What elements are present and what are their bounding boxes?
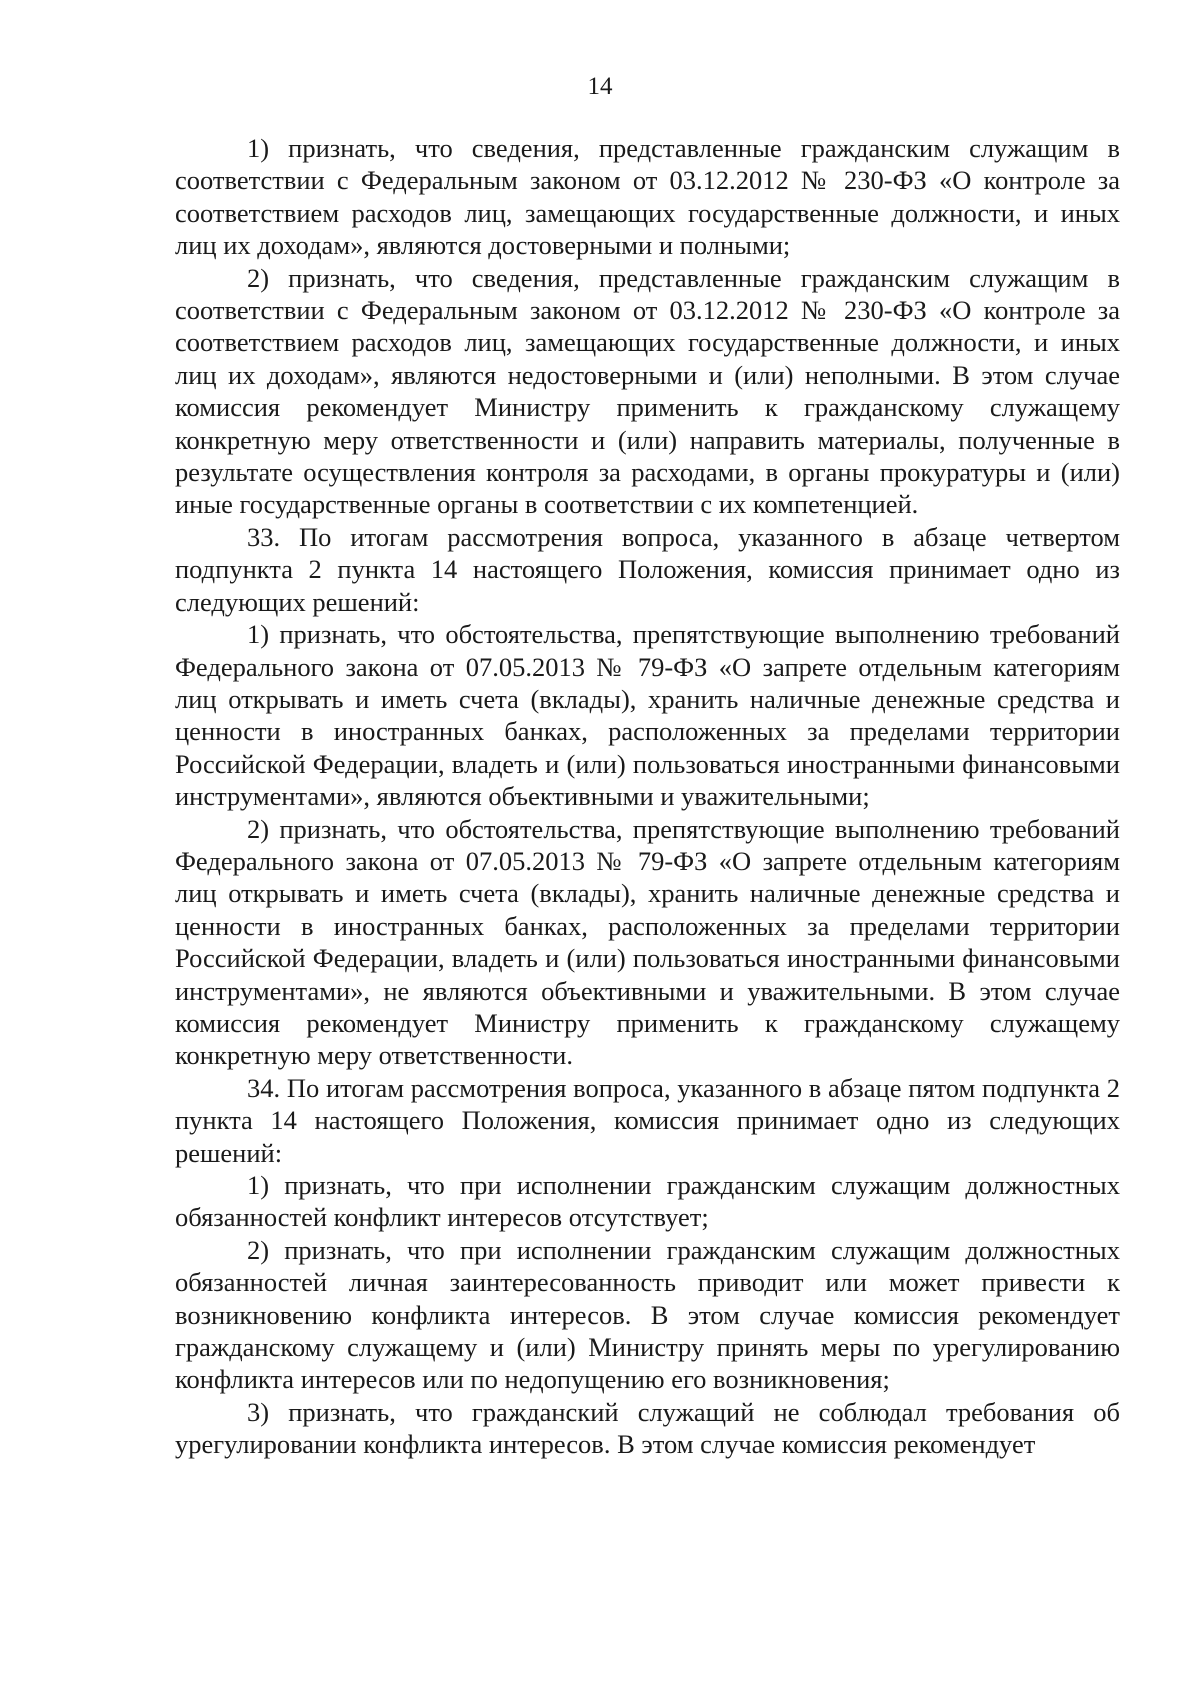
page-number: 14 xyxy=(587,73,613,100)
paragraph-33: 33. По итогам рассмотрения вопроса, указанного в абзаце четвертом подпункта 2 пункта 14 настоящего Положения, комиссия принимает одно из следующих решений: xyxy=(175,521,1120,617)
paragraph-32-item-1: 1) признать, что сведения, представленные гражданским служащим в соответствии с Федеральным законом от 03.12.2012 № 230-ФЗ «О контроле за соответствием расходов лиц, замещающих государственные должности, и иных лиц их доходам», являются достоверными и полными; xyxy=(175,133,1120,261)
document-body xyxy=(175,132,1120,1461)
paragraph-33-item-1: 1) признать, что обстоятельства, препятствующие выполнению требований Федерального закона от 07.05.2013 № 79-ФЗ «О запрете отдельным категориям лиц открывать и иметь счета (вклады), хранить наличные денежные средства и ценности в иностранных банках, расположенных за пределами территории Российской Федерации, владеть и (или) пользоваться иностранными финансовыми инструментами», являются объективными и уважительными; xyxy=(175,619,1120,812)
paragraph-34-item-3: 3) признать, что гражданский служащий не соблюдал требования об урегулировании конфликта интересов. В этом случае комиссия рекомендует xyxy=(175,1396,1120,1460)
paragraph-34-item-2: 2) признать, что при исполнении гражданским служащим должностных обязанностей личная заинтересованность приводит или может привести к возникновению конфликта интересов. В этом случае комиссия рекомендует гражданскому служащему и (или) Министру принять меры по урегулированию конфликта интересов или по недопущению его возникновения; xyxy=(175,1234,1120,1395)
paragraph-34-item-1: 1) признать, что при исполнении гражданским служащим должностных обязанностей конфликт интересов отсутствует; xyxy=(175,1170,1120,1233)
paragraph-33-item-2: 2) признать, что обстоятельства, препятствующие выполнению требований Федерального закона от 07.05.2013 № 79-ФЗ «О запрете отдельным категориям лиц открывать и иметь счета (вклады), хранить наличные денежные средства и ценности в иностранных банках, расположенных за пределами территории Российской Федерации, владеть и (или) пользоваться иностранными финансовыми инструментами», не являются объективными и уважительными. В этом случае комиссия рекомендует Министру применить к гражданскому служащему конкретную меру ответственности. xyxy=(175,813,1120,1071)
paragraph-32-item-2: 2) признать, что сведения, представленные гражданским служащим в соответствии с Федеральным законом от 03.12.2012 № 230-ФЗ «О контроле за соответствием расходов лиц, замещающих государственные должности, и иных лиц их доходам», являются недостоверными и (или) неполными. В этом случае комиссия рекомендует Министру применить к гражданскому служащему конкретную меру ответственности и (или) направить материалы, полученные в результате осуществления контроля за расходами, в органы прокуратуры и (или) иные государственные органы в соответствии с их компетенцией. xyxy=(175,262,1120,520)
paragraph-34: 34. По итогам рассмотрения вопроса, указанного в абзаце пятом подпункта 2 пункта 14 настоящего Положения, комиссия принимает одно из следующих решений: xyxy=(175,1072,1120,1168)
